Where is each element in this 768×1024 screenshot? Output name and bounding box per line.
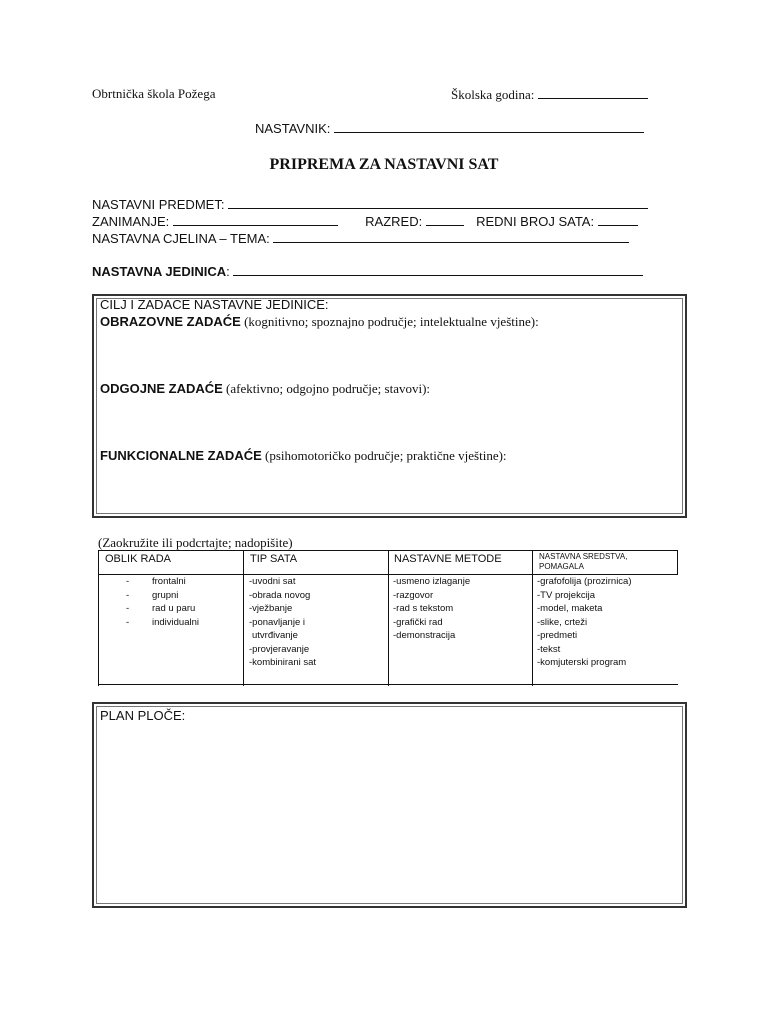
col-header-aids-line2: POMAGALA — [539, 562, 584, 571]
teacher-field — [255, 120, 644, 136]
school-year-blank — [538, 86, 648, 99]
list-item: -razgovor — [393, 589, 434, 601]
col-header-methods: NASTAVNE METODE — [394, 553, 502, 565]
lesson-unit-colon: : — [226, 264, 230, 279]
occupation-row — [92, 213, 638, 229]
table-col-divider — [243, 550, 244, 686]
table-col-divider — [388, 550, 389, 686]
list-item: -uvodni sat — [249, 576, 296, 587]
subject-blank — [228, 196, 648, 209]
educational-goals — [100, 314, 539, 330]
school-year-label: Školska godina: — [451, 87, 535, 102]
class-label: RAZRED: — [365, 214, 423, 229]
list-item: -ponavljanje i — [249, 616, 305, 628]
col-header-lesson-type: TIP SATA — [250, 553, 298, 565]
board-plan-box — [92, 702, 687, 908]
table-col-divider — [532, 550, 533, 686]
col-header-aids — [539, 552, 627, 572]
lesson-types-list — [249, 575, 316, 670]
work-forms-list — [126, 575, 199, 629]
lesson-unit-blank — [233, 263, 643, 276]
upbringing-goals-title: ODGOJNE ZADAĆE — [100, 381, 223, 396]
goals-box — [92, 294, 687, 518]
functional-goals-title: FUNKCIONALNE ZADAĆE — [100, 448, 262, 463]
list-item: -obrada novog — [249, 589, 311, 601]
list-item: -tekst — [537, 643, 561, 655]
board-plan-label: PLAN PLOČE: — [100, 708, 186, 723]
teacher-blank — [334, 120, 644, 133]
educational-goals-title: OBRAZOVNE ZADAĆE — [100, 314, 241, 329]
options-table — [98, 550, 678, 686]
functional-goals — [100, 448, 507, 464]
lesson-number-blank — [598, 213, 638, 226]
school-name: Obrtnička škola Požega — [92, 86, 216, 101]
list-item: -komjuterski program — [537, 657, 627, 668]
subject-label: NASTAVNI PREDMET: — [92, 197, 225, 212]
goals-heading: CILJ I ZADACE NASTAVNE JEDINICE: — [100, 297, 329, 312]
upbringing-goals — [100, 381, 430, 397]
list-item: -grafički rad — [393, 616, 443, 628]
lesson-number-label: REDNI BROJ SATA: — [476, 214, 595, 229]
list-item: - frontalni — [126, 576, 186, 587]
class-blank — [426, 213, 464, 226]
teacher-label: NASTAVNIK: — [255, 121, 331, 136]
list-item: -grafofolija (prozirnica) — [537, 576, 632, 587]
subject-field — [92, 196, 648, 212]
list-item: -predmeti — [537, 630, 578, 641]
occupation-blank — [173, 213, 338, 226]
col-header-work-form: OBLIK RADA — [105, 553, 172, 565]
table-instruction: (Zaokružite ili podcrtajte; nadopišite) — [98, 535, 293, 550]
list-item: -kombinirani sat — [249, 657, 317, 668]
table-col-divider — [98, 550, 99, 686]
list-item: -provjeravanje — [249, 643, 310, 655]
list-item: - individualni — [126, 616, 200, 628]
educational-goals-desc: (kognitivno; spoznajno područje; intelektualne vještine): — [244, 314, 539, 329]
list-item: utvrđivanje — [252, 630, 298, 641]
aids-list — [537, 575, 632, 670]
lesson-unit-label: NASTAVNA JEDINICA — [92, 264, 227, 279]
list-item: - grupni — [126, 589, 179, 601]
list-item: -demonstracija — [393, 630, 456, 641]
methods-list — [393, 575, 470, 643]
functional-goals-desc: (psihomotoričko područje; praktične vještine): — [265, 448, 507, 463]
lesson-unit-field — [92, 263, 643, 279]
board-plan-inner-border — [96, 706, 683, 904]
list-item: -usmeno izlaganje — [393, 576, 471, 587]
list-item: -model, maketa — [537, 603, 603, 614]
goals-box-inner-border — [96, 298, 683, 514]
unit-topic-field — [92, 230, 629, 246]
table-col-divider — [677, 550, 678, 574]
list-item: -vježbanje — [249, 603, 293, 614]
list-item: -slike, crteži — [537, 616, 588, 628]
school-year-field — [451, 86, 648, 103]
col-header-aids-line1: NASTAVNA SREDSTVA, — [539, 552, 628, 561]
page-title: PRIPREMA ZA NASTAVNI SAT — [269, 156, 499, 173]
occupation-label: ZANIMANJE: — [92, 214, 170, 229]
unit-topic-blank — [273, 230, 629, 243]
list-item: -TV projekcija — [537, 589, 596, 601]
list-item: - rad u paru — [126, 603, 196, 614]
unit-topic-label: NASTAVNA CJELINA – TEMA: — [92, 231, 270, 246]
upbringing-goals-desc: (afektivno; odgojno područje; stavovi): — [226, 381, 431, 396]
list-item: -rad s tekstom — [393, 603, 454, 614]
